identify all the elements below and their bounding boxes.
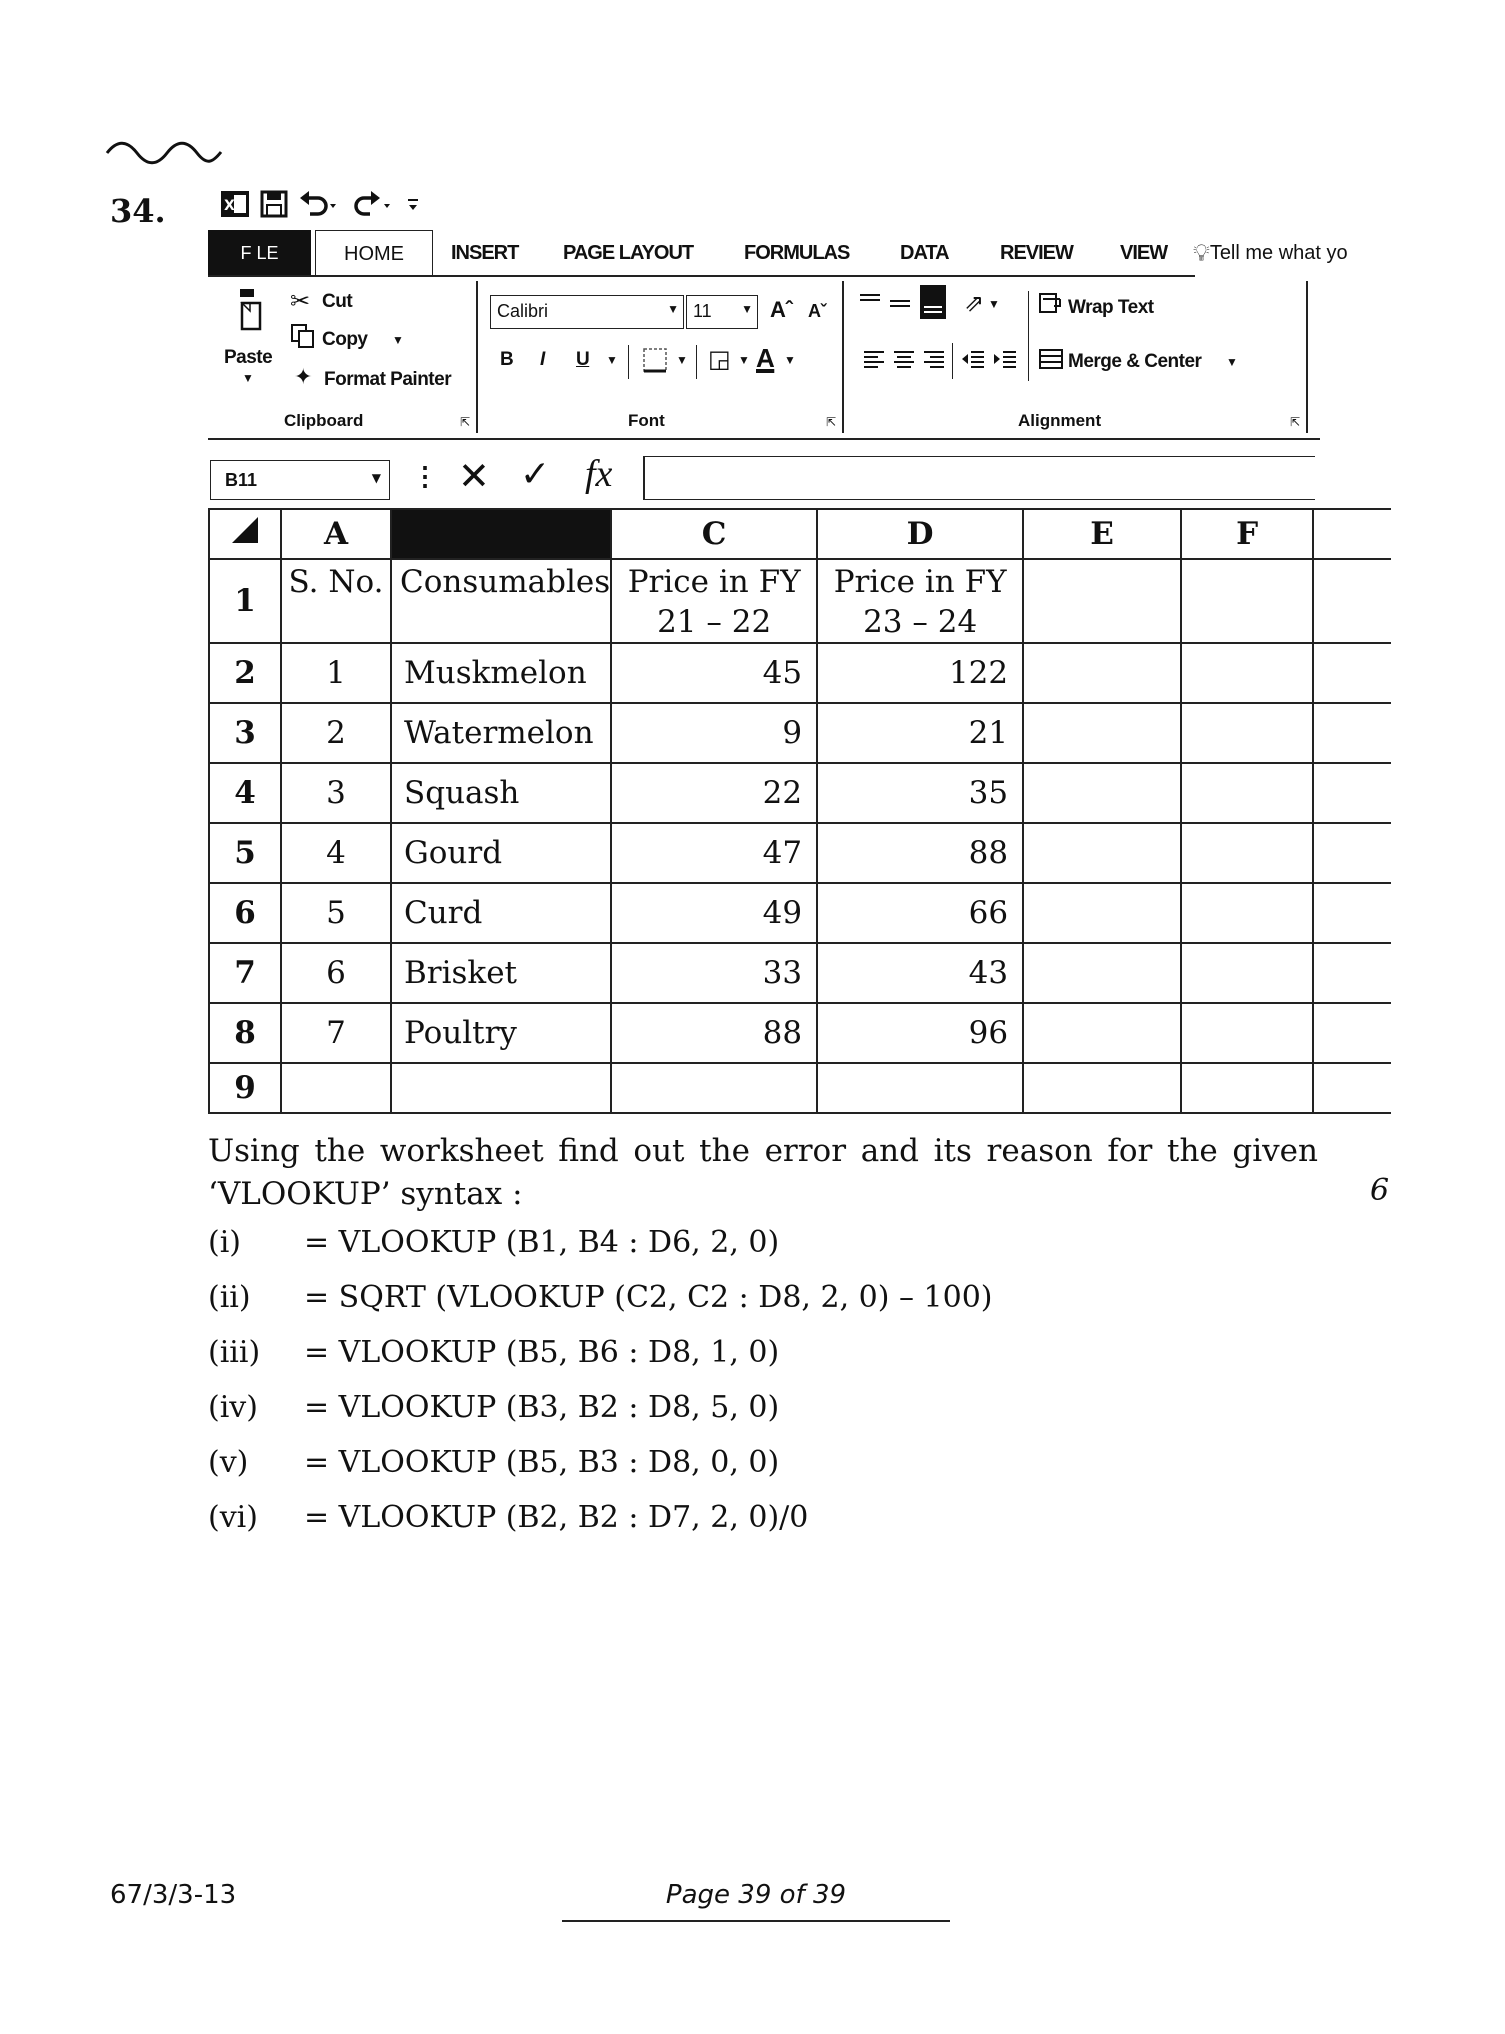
option-formula: = VLOOKUP (B1, B4 : D6, 2, 0): [304, 1225, 780, 1260]
underline-dropdown-icon[interactable]: ▼: [606, 353, 618, 367]
tab-home[interactable]: HOME: [315, 230, 433, 277]
quick-access-toolbar: [220, 190, 420, 224]
font-size-value: 11: [693, 301, 712, 321]
tell-me-text: Tell me what yo: [1209, 241, 1348, 264]
option-label: (iii): [208, 1335, 261, 1370]
cell-e[interactable]: [1023, 703, 1181, 763]
option-item: [208, 1390, 779, 1425]
cell-f[interactable]: [1181, 823, 1313, 883]
separator: [1028, 291, 1029, 381]
cell-d1-line2: 23 – 24: [863, 604, 978, 640]
align-bottom-icon[interactable]: [918, 283, 948, 327]
tell-me-search[interactable]: [1193, 230, 1348, 276]
cell-a[interactable]: 2: [281, 703, 391, 763]
cell-a[interactable]: 5: [281, 883, 391, 943]
group-separator: [476, 281, 478, 433]
option-formula: = SQRT (VLOOKUP (C2, C2 : D8, 2, 0) – 100): [304, 1280, 993, 1315]
borders-dropdown-icon[interactable]: ▼: [676, 353, 688, 367]
option-label: (vi): [208, 1500, 258, 1535]
cell-d[interactable]: 96: [817, 1003, 1023, 1063]
paste-button[interactable]: Paste: [224, 347, 273, 368]
cell-a[interactable]: 3: [281, 763, 391, 823]
option-formula: = VLOOKUP (B3, B2 : D8, 5, 0): [304, 1390, 780, 1425]
copy-dropdown-icon[interactable]: ▼: [392, 333, 404, 347]
row-header[interactable]: 1: [209, 559, 281, 643]
copy-icon: [290, 323, 316, 355]
fill-color-dropdown-icon[interactable]: ▼: [738, 353, 750, 367]
cell-f[interactable]: [1181, 643, 1313, 703]
option-formula: = VLOOKUP (B2, B2 : D7, 2, 0)/0: [304, 1500, 809, 1535]
cell-c[interactable]: 47: [611, 823, 817, 883]
cell-g[interactable]: [1313, 943, 1391, 1003]
table-row: [209, 643, 1391, 703]
squiggle-decoration: [105, 138, 225, 168]
cell-f9[interactable]: [1181, 1063, 1313, 1113]
cell-d[interactable]: 122: [817, 643, 1023, 703]
font-name-value: Calibri: [497, 301, 549, 321]
cell-a[interactable]: 6: [281, 943, 391, 1003]
option-item: [208, 1335, 779, 1370]
increase-indent-icon[interactable]: [992, 347, 1018, 377]
cell-f[interactable]: [1181, 883, 1313, 943]
cell-c[interactable]: 88: [611, 1003, 817, 1063]
cell-f[interactable]: [1181, 943, 1313, 1003]
font-size-combo[interactable]: [686, 295, 758, 329]
tab-view[interactable]: VIEW: [1120, 241, 1168, 264]
cell-a[interactable]: 4: [281, 823, 391, 883]
svg-text:X: X: [224, 198, 235, 214]
cell-g9[interactable]: [1313, 1063, 1391, 1113]
cell-g[interactable]: [1313, 643, 1391, 703]
copy-button[interactable]: Copy: [322, 329, 368, 350]
align-left-icon[interactable]: [862, 347, 886, 377]
cell-f1[interactable]: [1181, 559, 1313, 643]
option-label: (iv): [208, 1390, 258, 1425]
question-text: Using the worksheet find out the error and its reason for the given ‘VLOOKUP’ syntax :: [208, 1133, 1318, 1212]
cell-d[interactable]: 21: [817, 703, 1023, 763]
merge-center-icon: [1038, 347, 1064, 377]
cut-button[interactable]: Cut: [322, 291, 353, 312]
option-formula: = VLOOKUP (B5, B6 : D8, 1, 0): [304, 1335, 780, 1370]
insert-function-button[interactable]: fx: [585, 453, 613, 495]
option-formula: = VLOOKUP (B5, B3 : D8, 0, 0): [304, 1445, 780, 1480]
cell-c[interactable]: 22: [611, 763, 817, 823]
fill-color-icon[interactable]: ◲: [708, 345, 731, 373]
tab-formulas[interactable]: FORMULAS: [744, 241, 850, 264]
cell-e[interactable]: [1023, 943, 1181, 1003]
cell-e[interactable]: [1023, 643, 1181, 703]
excel-logo-icon[interactable]: [220, 190, 250, 224]
cell-f[interactable]: [1181, 1003, 1313, 1063]
cell-e[interactable]: [1023, 823, 1181, 883]
cell-c[interactable]: 49: [611, 883, 817, 943]
row-header[interactable]: 7: [209, 943, 281, 1003]
chevron-down-icon[interactable]: ▼: [371, 471, 381, 485]
table-row: [209, 823, 1391, 883]
font-group-label: Font: [628, 411, 665, 430]
chevron-down-icon[interactable]: ▼: [741, 302, 753, 316]
italic-button[interactable]: I: [540, 349, 545, 370]
decrease-font-size-icon[interactable]: Aˇ: [808, 301, 826, 321]
option-label: (i): [208, 1225, 242, 1260]
cell-g[interactable]: [1313, 763, 1391, 823]
separator: [952, 343, 953, 379]
separator: [628, 345, 629, 379]
ribbon-home: [208, 277, 1320, 439]
orientation-dropdown-icon[interactable]: ▼: [988, 297, 1000, 311]
option-item: [208, 1445, 779, 1480]
table-row: [209, 883, 1391, 943]
cell-b1[interactable]: Consumables: [391, 559, 611, 643]
confirm-entry-icon[interactable]: ✓: [520, 454, 551, 495]
wrap-text-icon: [1038, 291, 1064, 321]
cell-b9[interactable]: [391, 1063, 611, 1113]
font-name-combo[interactable]: [490, 295, 684, 329]
cancel-entry-icon[interactable]: ✕: [458, 454, 490, 498]
cell-a[interactable]: 7: [281, 1003, 391, 1063]
question-number: 34.: [110, 192, 166, 230]
paste-icon[interactable]: [232, 287, 268, 339]
cell-f[interactable]: [1181, 703, 1313, 763]
column-header-f[interactable]: F: [1181, 509, 1313, 559]
cell-d1[interactable]: [817, 559, 1023, 643]
font-color-icon[interactable]: A: [756, 343, 775, 373]
paper-code: 67/3/3-13: [110, 1880, 237, 1910]
formula-input[interactable]: [643, 456, 1315, 500]
cell-c[interactable]: 9: [611, 703, 817, 763]
option-item: [208, 1280, 993, 1315]
align-middle-icon[interactable]: [888, 291, 912, 321]
format-painter-icon: ✦: [294, 365, 313, 390]
cell-b[interactable]: Gourd: [391, 823, 611, 883]
cell-c9[interactable]: [611, 1063, 817, 1113]
ribbon-tabs: [208, 230, 1398, 276]
increase-font-size-icon[interactable]: Aˆ: [770, 297, 793, 322]
cell-g[interactable]: [1313, 1003, 1391, 1063]
option-label: (ii): [208, 1280, 251, 1315]
tab-review[interactable]: REVIEW: [1000, 241, 1073, 264]
wrap-text-button[interactable]: Wrap Text: [1068, 297, 1154, 318]
decrease-indent-icon[interactable]: [960, 347, 986, 377]
group-separator: [1306, 281, 1308, 433]
cell-c1-line2: 21 – 22: [657, 604, 772, 640]
bold-button[interactable]: B: [500, 349, 514, 370]
cell-e[interactable]: [1023, 883, 1181, 943]
tab-data[interactable]: DATA: [900, 241, 949, 264]
cell-b[interactable]: Poultry: [391, 1003, 611, 1063]
table-row: [209, 703, 1391, 763]
cell-d9[interactable]: [817, 1063, 1023, 1113]
merge-center-dropdown-icon[interactable]: ▼: [1226, 355, 1238, 369]
select-all-corner[interactable]: [209, 509, 281, 559]
option-item: [208, 1225, 779, 1260]
tab-file[interactable]: F LE: [208, 230, 311, 276]
row-header[interactable]: 8: [209, 1003, 281, 1063]
cell-e[interactable]: [1023, 1003, 1181, 1063]
table-row: [209, 1063, 1391, 1113]
merge-center-button[interactable]: Merge & Center: [1068, 351, 1202, 372]
chevron-down-icon[interactable]: ▼: [667, 302, 679, 316]
row-header[interactable]: 6: [209, 883, 281, 943]
tab-insert[interactable]: INSERT: [451, 241, 519, 264]
align-right-icon[interactable]: [922, 347, 946, 377]
select-all-triangle-icon: [230, 515, 260, 545]
customize-qat-icon[interactable]: [406, 193, 420, 221]
option-label: (v): [208, 1445, 249, 1480]
cell-d[interactable]: 88: [817, 823, 1023, 883]
font-color-dropdown-icon[interactable]: ▼: [784, 353, 796, 367]
format-painter-button[interactable]: Format Painter: [324, 369, 452, 390]
cell-d[interactable]: 43: [817, 943, 1023, 1003]
column-header-e[interactable]: E: [1023, 509, 1181, 559]
footer-underline: [562, 1920, 950, 1922]
question-marks: 6: [1370, 1173, 1390, 1208]
cell-g[interactable]: [1313, 823, 1391, 883]
column-header-row: [209, 509, 1391, 559]
row-header[interactable]: 4: [209, 763, 281, 823]
cell-g[interactable]: [1313, 703, 1391, 763]
page-number: Page 39 of 39: [665, 1880, 847, 1910]
cell-b[interactable]: Brisket: [391, 943, 611, 1003]
save-icon[interactable]: [260, 190, 288, 224]
underline-button[interactable]: U: [576, 349, 590, 370]
column-header-a[interactable]: A: [281, 509, 391, 559]
name-box[interactable]: [210, 460, 390, 500]
cell-d1-line1: Price in FY: [833, 564, 1007, 600]
row-header[interactable]: 2: [209, 643, 281, 703]
cell-b[interactable]: Curd: [391, 883, 611, 943]
cell-g[interactable]: [1313, 883, 1391, 943]
cell-a9[interactable]: [281, 1063, 391, 1113]
alignment-launcher-icon[interactable]: ⇱: [1290, 415, 1301, 429]
orientation-icon[interactable]: ⇗: [964, 289, 985, 317]
font-launcher-icon[interactable]: ⇱: [826, 415, 837, 429]
clipboard-launcher-icon[interactable]: ⇱: [460, 415, 471, 429]
ribbon-bottom-border: [208, 438, 1320, 440]
cell-e[interactable]: [1023, 763, 1181, 823]
column-header-c[interactable]: C: [611, 509, 817, 559]
cell-d[interactable]: 35: [817, 763, 1023, 823]
row-header[interactable]: 3: [209, 703, 281, 763]
clipboard-group-label: Clipboard: [284, 411, 364, 430]
row-header[interactable]: 9: [209, 1063, 281, 1113]
undo-icon[interactable]: [298, 190, 342, 224]
cell-a1[interactable]: S. No.: [281, 559, 391, 643]
cell-b[interactable]: Muskmelon: [391, 643, 611, 703]
borders-icon[interactable]: [642, 347, 668, 379]
cell-g1[interactable]: [1313, 559, 1391, 643]
formula-bar-grip-icon[interactable]: ⋮: [412, 462, 438, 492]
name-box-value: B11: [225, 470, 258, 490]
cell-e1[interactable]: [1023, 559, 1181, 643]
align-center-icon[interactable]: [892, 347, 916, 377]
separator: [696, 345, 697, 379]
cell-e9[interactable]: [1023, 1063, 1181, 1113]
cell-c1[interactable]: [611, 559, 817, 643]
alignment-group-label: Alignment: [1018, 411, 1102, 430]
column-header-b[interactable]: [391, 509, 611, 559]
column-header-d[interactable]: D: [817, 509, 1023, 559]
cell-f[interactable]: [1181, 763, 1313, 823]
table-row: [209, 763, 1391, 823]
option-item: [208, 1500, 808, 1535]
cell-c[interactable]: 33: [611, 943, 817, 1003]
table-row: [209, 943, 1391, 1003]
cell-d[interactable]: 66: [817, 883, 1023, 943]
cell-b[interactable]: Squash: [391, 763, 611, 823]
cell-a[interactable]: 1: [281, 643, 391, 703]
cell-b[interactable]: Watermelon: [391, 703, 611, 763]
redo-icon[interactable]: [352, 190, 396, 224]
table-row: [209, 559, 1391, 643]
cell-c1-line1: Price in FY: [627, 564, 801, 600]
table-row: [209, 1003, 1391, 1063]
cell-c[interactable]: 45: [611, 643, 817, 703]
worksheet-grid: [208, 508, 1398, 1120]
group-separator: [842, 281, 844, 433]
lightbulb-icon: 💡︎: [1193, 239, 1210, 267]
cell-grid: [208, 508, 1391, 1114]
row-header[interactable]: 5: [209, 823, 281, 883]
cut-icon: ✂: [290, 287, 311, 315]
align-top-icon[interactable]: [858, 289, 882, 319]
paste-dropdown-icon[interactable]: ▼: [242, 371, 254, 385]
column-header-g[interactable]: [1313, 509, 1391, 559]
tab-page-layout[interactable]: PAGE LAYOUT: [563, 241, 694, 264]
